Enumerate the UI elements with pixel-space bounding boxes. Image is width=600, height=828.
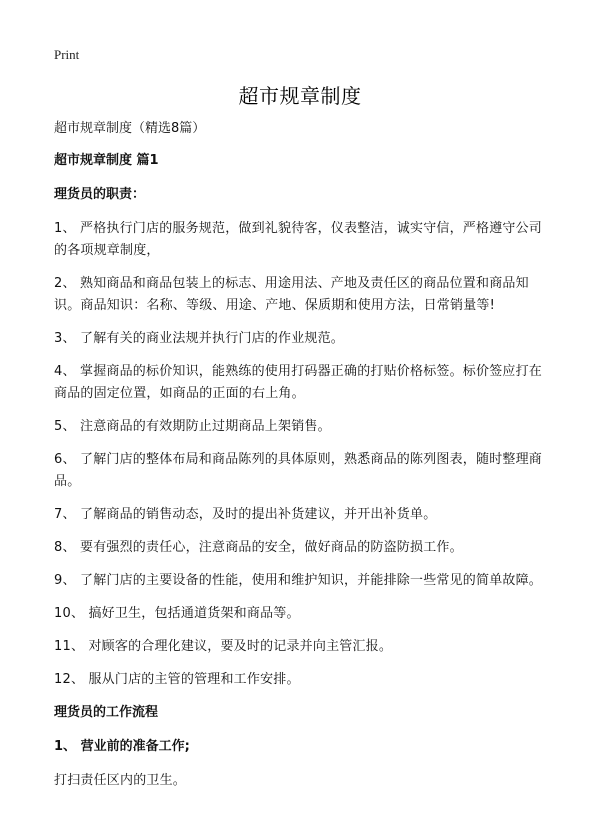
- duty-item: 5、 注意商品的有效期防止过期商品上架销售。: [54, 419, 331, 434]
- duty-item: 3、 了解有关的商业法规并执行门店的作业规范。: [54, 331, 345, 346]
- duty-item: 11、 对顾客的合理化建议，要及时的记录并向主管汇报。: [54, 639, 393, 654]
- duty-item: 1、 严格执行门店的服务规范，做到礼貌待客，仪表整洁，诚实守信，严格遵守公司的各项规章制度，: [54, 221, 543, 258]
- document-subtitle: 超市规章制度（精选8篇）: [54, 121, 206, 136]
- duty-item: 2、 熟知商品和商品包装上的标志、用途用法、产地及责任区的商品位置和商品知识。商品知识：名称、等级、用途、产地、保质期和使用方法，日常销量等!: [54, 276, 529, 313]
- process-heading: 理货员的工作流程: [54, 705, 159, 720]
- duty-item: 9、 了解门店的主要设备的性能，使用和维护知识，并能排除一些常见的简单故障。: [54, 573, 543, 588]
- section-heading: 理货员的职责：: [54, 187, 146, 202]
- step-heading: 1、 营业前的准备工作;: [54, 739, 190, 754]
- document-title: 超市规章制度: [238, 84, 362, 108]
- part-heading: 超市规章制度 篇1: [54, 153, 159, 168]
- step-text: 打扫责任区内的卫生。: [54, 773, 187, 788]
- duty-item: 6、 了解门店的整体布局和商品陈列的具体原则，熟悉商品的陈列图表，随时整理商品。: [54, 452, 543, 489]
- duty-item: 8、 要有强烈的责任心，注意商品的安全，做好商品的防盗防损工作。: [54, 540, 463, 555]
- print-label: Print: [54, 47, 80, 62]
- document-body: [54, 118, 550, 803]
- duty-item: 4、 掌握商品的标价知识，能熟练的使用打码器正确的打贴价格标签。标价签应打在商品的固定位置，如商品的正面的右上角。: [54, 364, 543, 401]
- duty-item: 10、 搞好卫生，包括通道货架和商品等。: [54, 606, 300, 621]
- duty-item: 12、 服从门店的主管的管理和工作安排。: [54, 672, 300, 687]
- duty-item: 7、 了解商品的销售动态，及时的提出补货建议，并开出补货单。: [54, 507, 437, 522]
